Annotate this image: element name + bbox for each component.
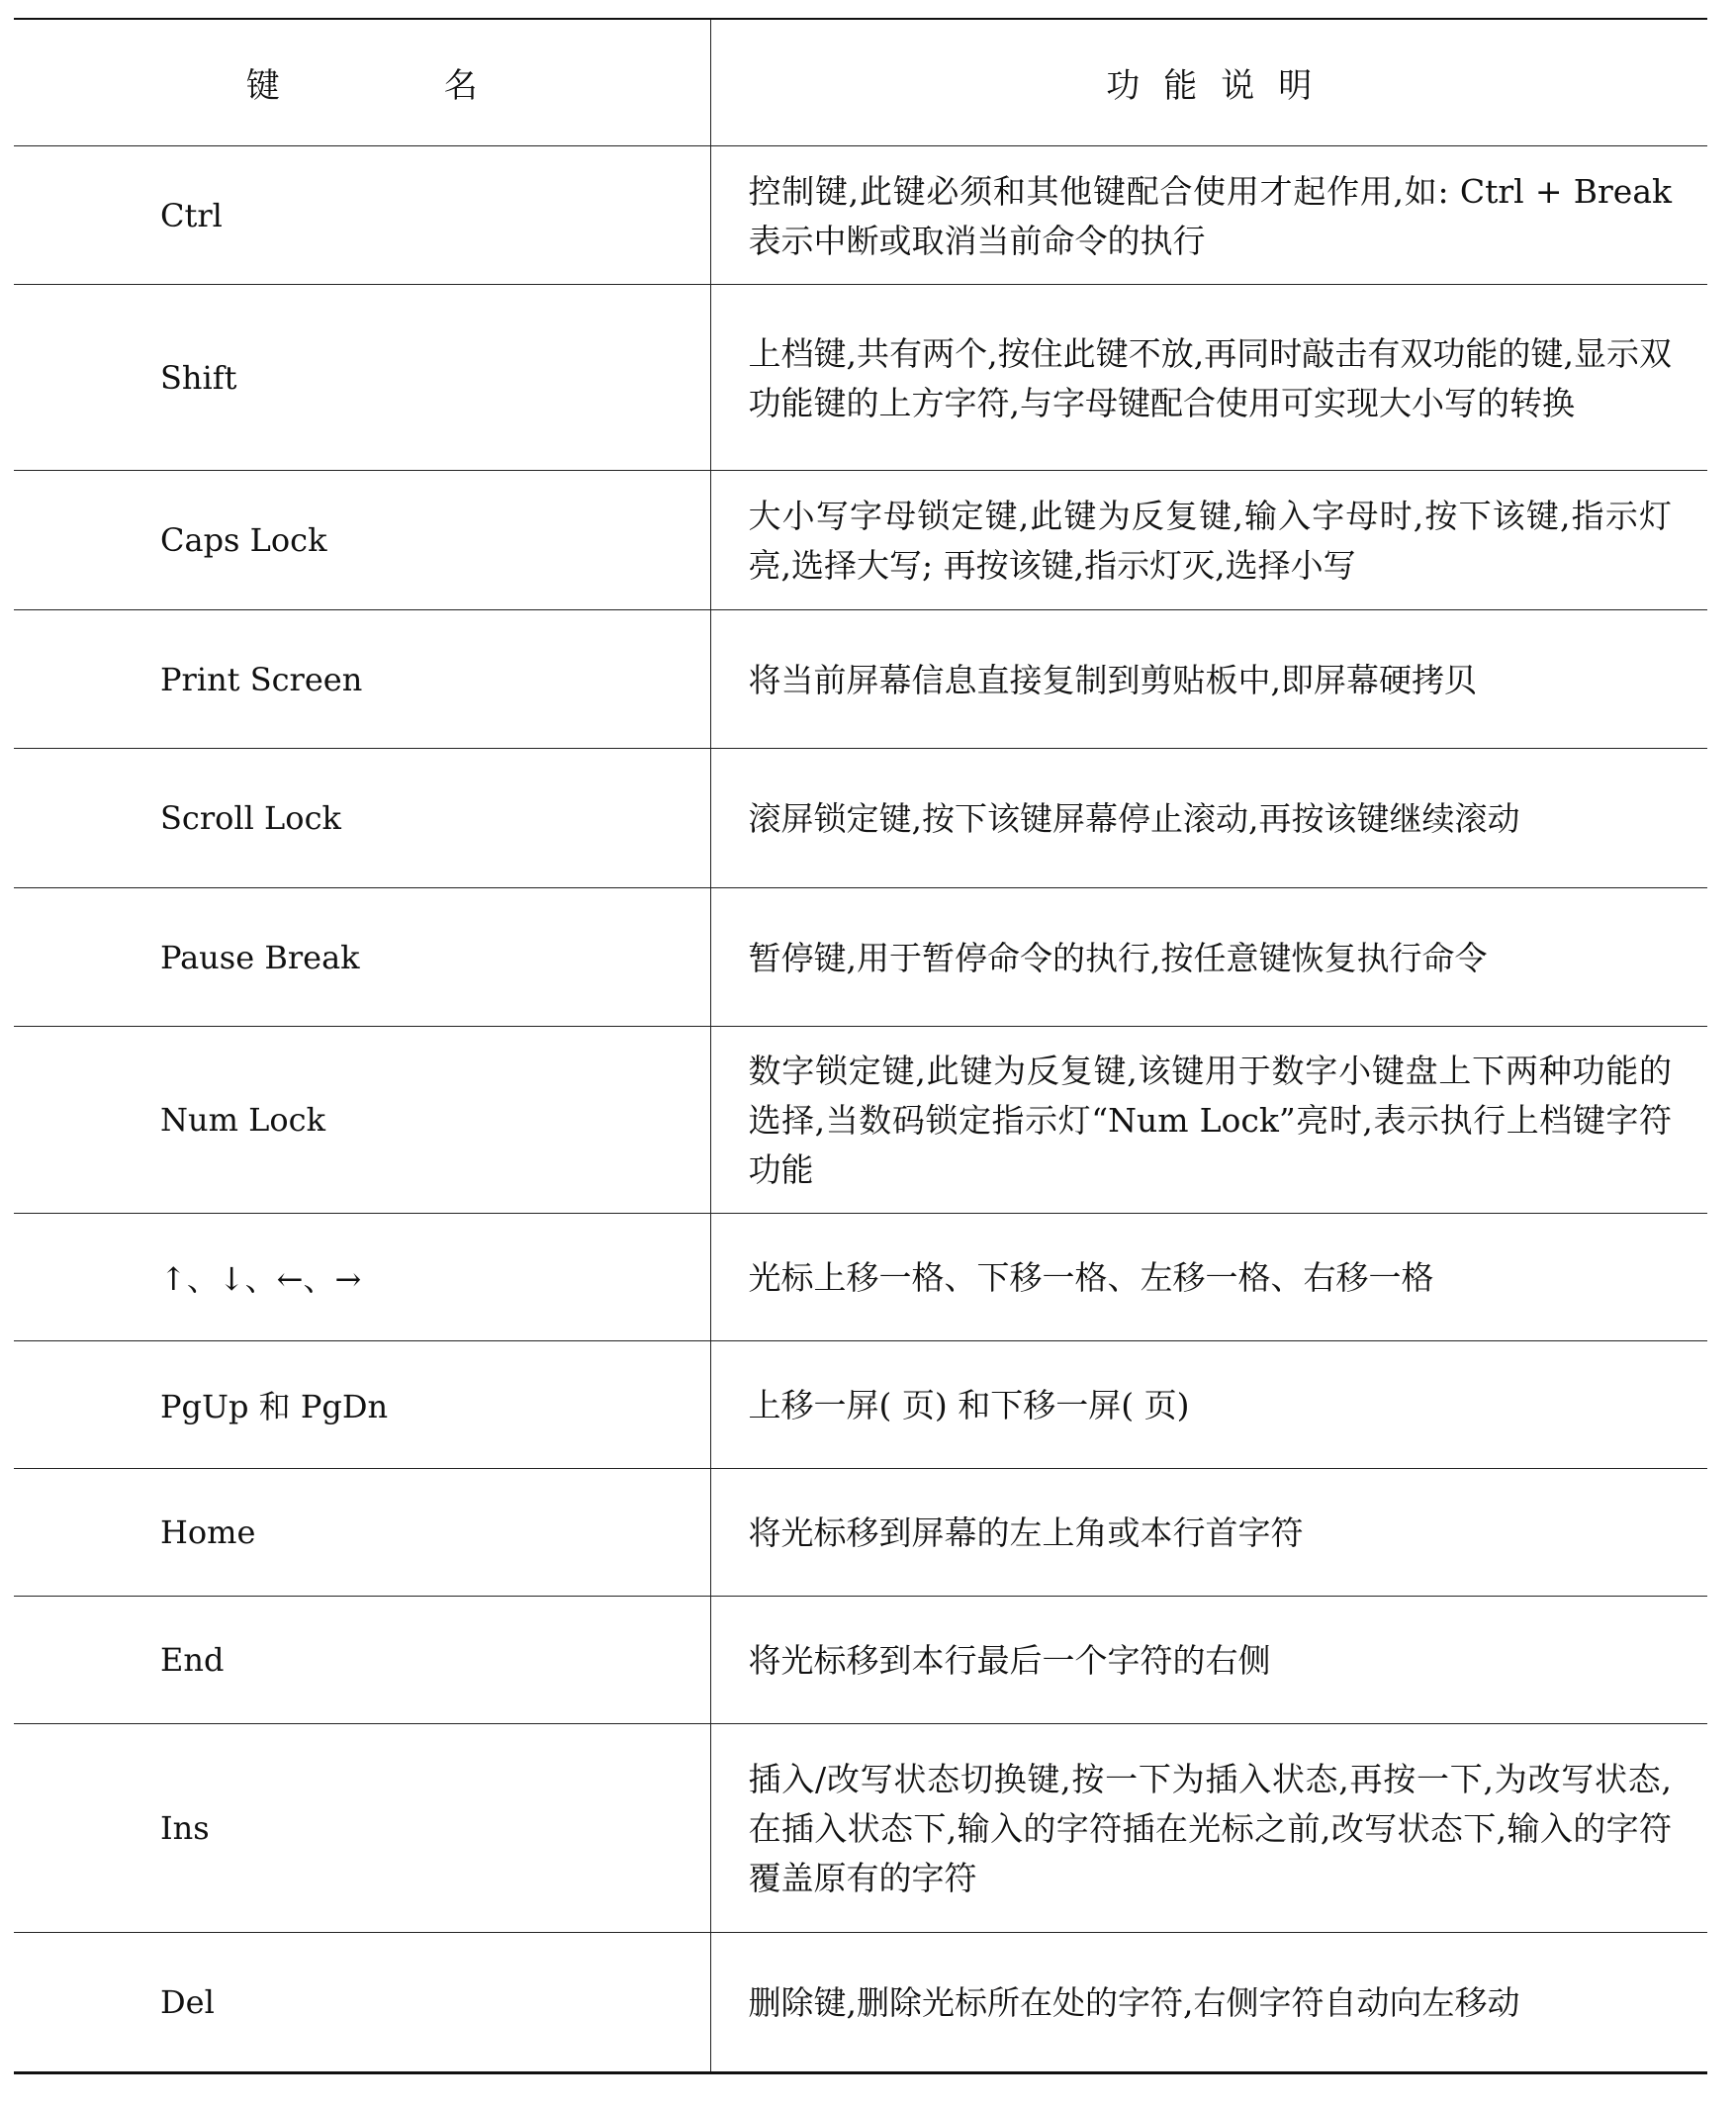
key-name-cell: PgUp 和 PgDn xyxy=(14,1341,710,1469)
key-description-cell: 数字锁定键,此键为反复键,该键用于数字小键盘上下两种功能的选择,当数码锁定指示灯“Num Lock”亮时,表示执行上档键字符功能 xyxy=(710,1027,1707,1214)
table-row xyxy=(14,146,1707,285)
keyboard-keys-table-container xyxy=(14,18,1707,2074)
header-key-name: 键 名 xyxy=(14,19,710,146)
key-description-cell: 光标上移一格、下移一格、左移一格、右移一格 xyxy=(710,1214,1707,1341)
table-row xyxy=(14,1027,1707,1214)
table-row xyxy=(14,1933,1707,2073)
key-name-cell: Shift xyxy=(14,285,710,471)
table-row xyxy=(14,471,1707,610)
table-row xyxy=(14,1214,1707,1341)
table-row xyxy=(14,1597,1707,1724)
key-description-cell: 删除键,删除光标所在处的字符,右侧字符自动向左移动 xyxy=(710,1933,1707,2073)
key-name-cell: Del xyxy=(14,1933,710,2073)
key-name-cell: Home xyxy=(14,1469,710,1597)
key-description-cell: 将光标移到本行最后一个字符的右侧 xyxy=(710,1597,1707,1724)
key-description-cell: 将光标移到屏幕的左上角或本行首字符 xyxy=(710,1469,1707,1597)
key-description-cell: 将当前屏幕信息直接复制到剪贴板中,即屏幕硬拷贝 xyxy=(710,610,1707,749)
key-name-cell: Ctrl xyxy=(14,146,710,285)
key-name-cell: ↑、↓、←、→ xyxy=(14,1214,710,1341)
key-name-cell: Scroll Lock xyxy=(14,749,710,888)
table-row xyxy=(14,1469,1707,1597)
key-description-cell: 上移一屏( 页) 和下移一屏( 页) xyxy=(710,1341,1707,1469)
key-name-cell: End xyxy=(14,1597,710,1724)
table-row xyxy=(14,749,1707,888)
key-description-cell: 插入/改写状态切换键,按一下为插入状态,再按一下,为改写状态,在插入状态下,输入的字符插在光标之前,改写状态下,输入的字符覆盖原有的字符 xyxy=(710,1724,1707,1933)
table-row xyxy=(14,1724,1707,1933)
table-row xyxy=(14,1341,1707,1469)
key-description-cell: 上档键,共有两个,按住此键不放,再同时敲击有双功能的键,显示双功能键的上方字符,与字母键配合使用可实现大小写的转换 xyxy=(710,285,1707,471)
key-description-cell: 大小写字母锁定键,此键为反复键,输入字母时,按下该键,指示灯亮,选择大写; 再按该键,指示灯灭,选择小写 xyxy=(710,471,1707,610)
table-row xyxy=(14,285,1707,471)
keyboard-keys-table xyxy=(14,18,1707,2074)
key-description-cell: 暂停键,用于暂停命令的执行,按任意键恢复执行命令 xyxy=(710,888,1707,1027)
key-description-cell: 滚屏锁定键,按下该键屏幕停止滚动,再按该键继续滚动 xyxy=(710,749,1707,888)
key-description-cell: 控制键,此键必须和其他键配合使用才起作用,如: Ctrl + Break 表示中断或取消当前命令的执行 xyxy=(710,146,1707,285)
header-function-description: 功能说明 xyxy=(710,19,1707,146)
table-row xyxy=(14,610,1707,749)
key-name-cell: Print Screen xyxy=(14,610,710,749)
table-header-row xyxy=(14,19,1707,146)
table-row xyxy=(14,888,1707,1027)
key-name-cell: Ins xyxy=(14,1724,710,1933)
key-name-cell: Num Lock xyxy=(14,1027,710,1214)
key-name-cell: Caps Lock xyxy=(14,471,710,610)
key-name-cell: Pause Break xyxy=(14,888,710,1027)
